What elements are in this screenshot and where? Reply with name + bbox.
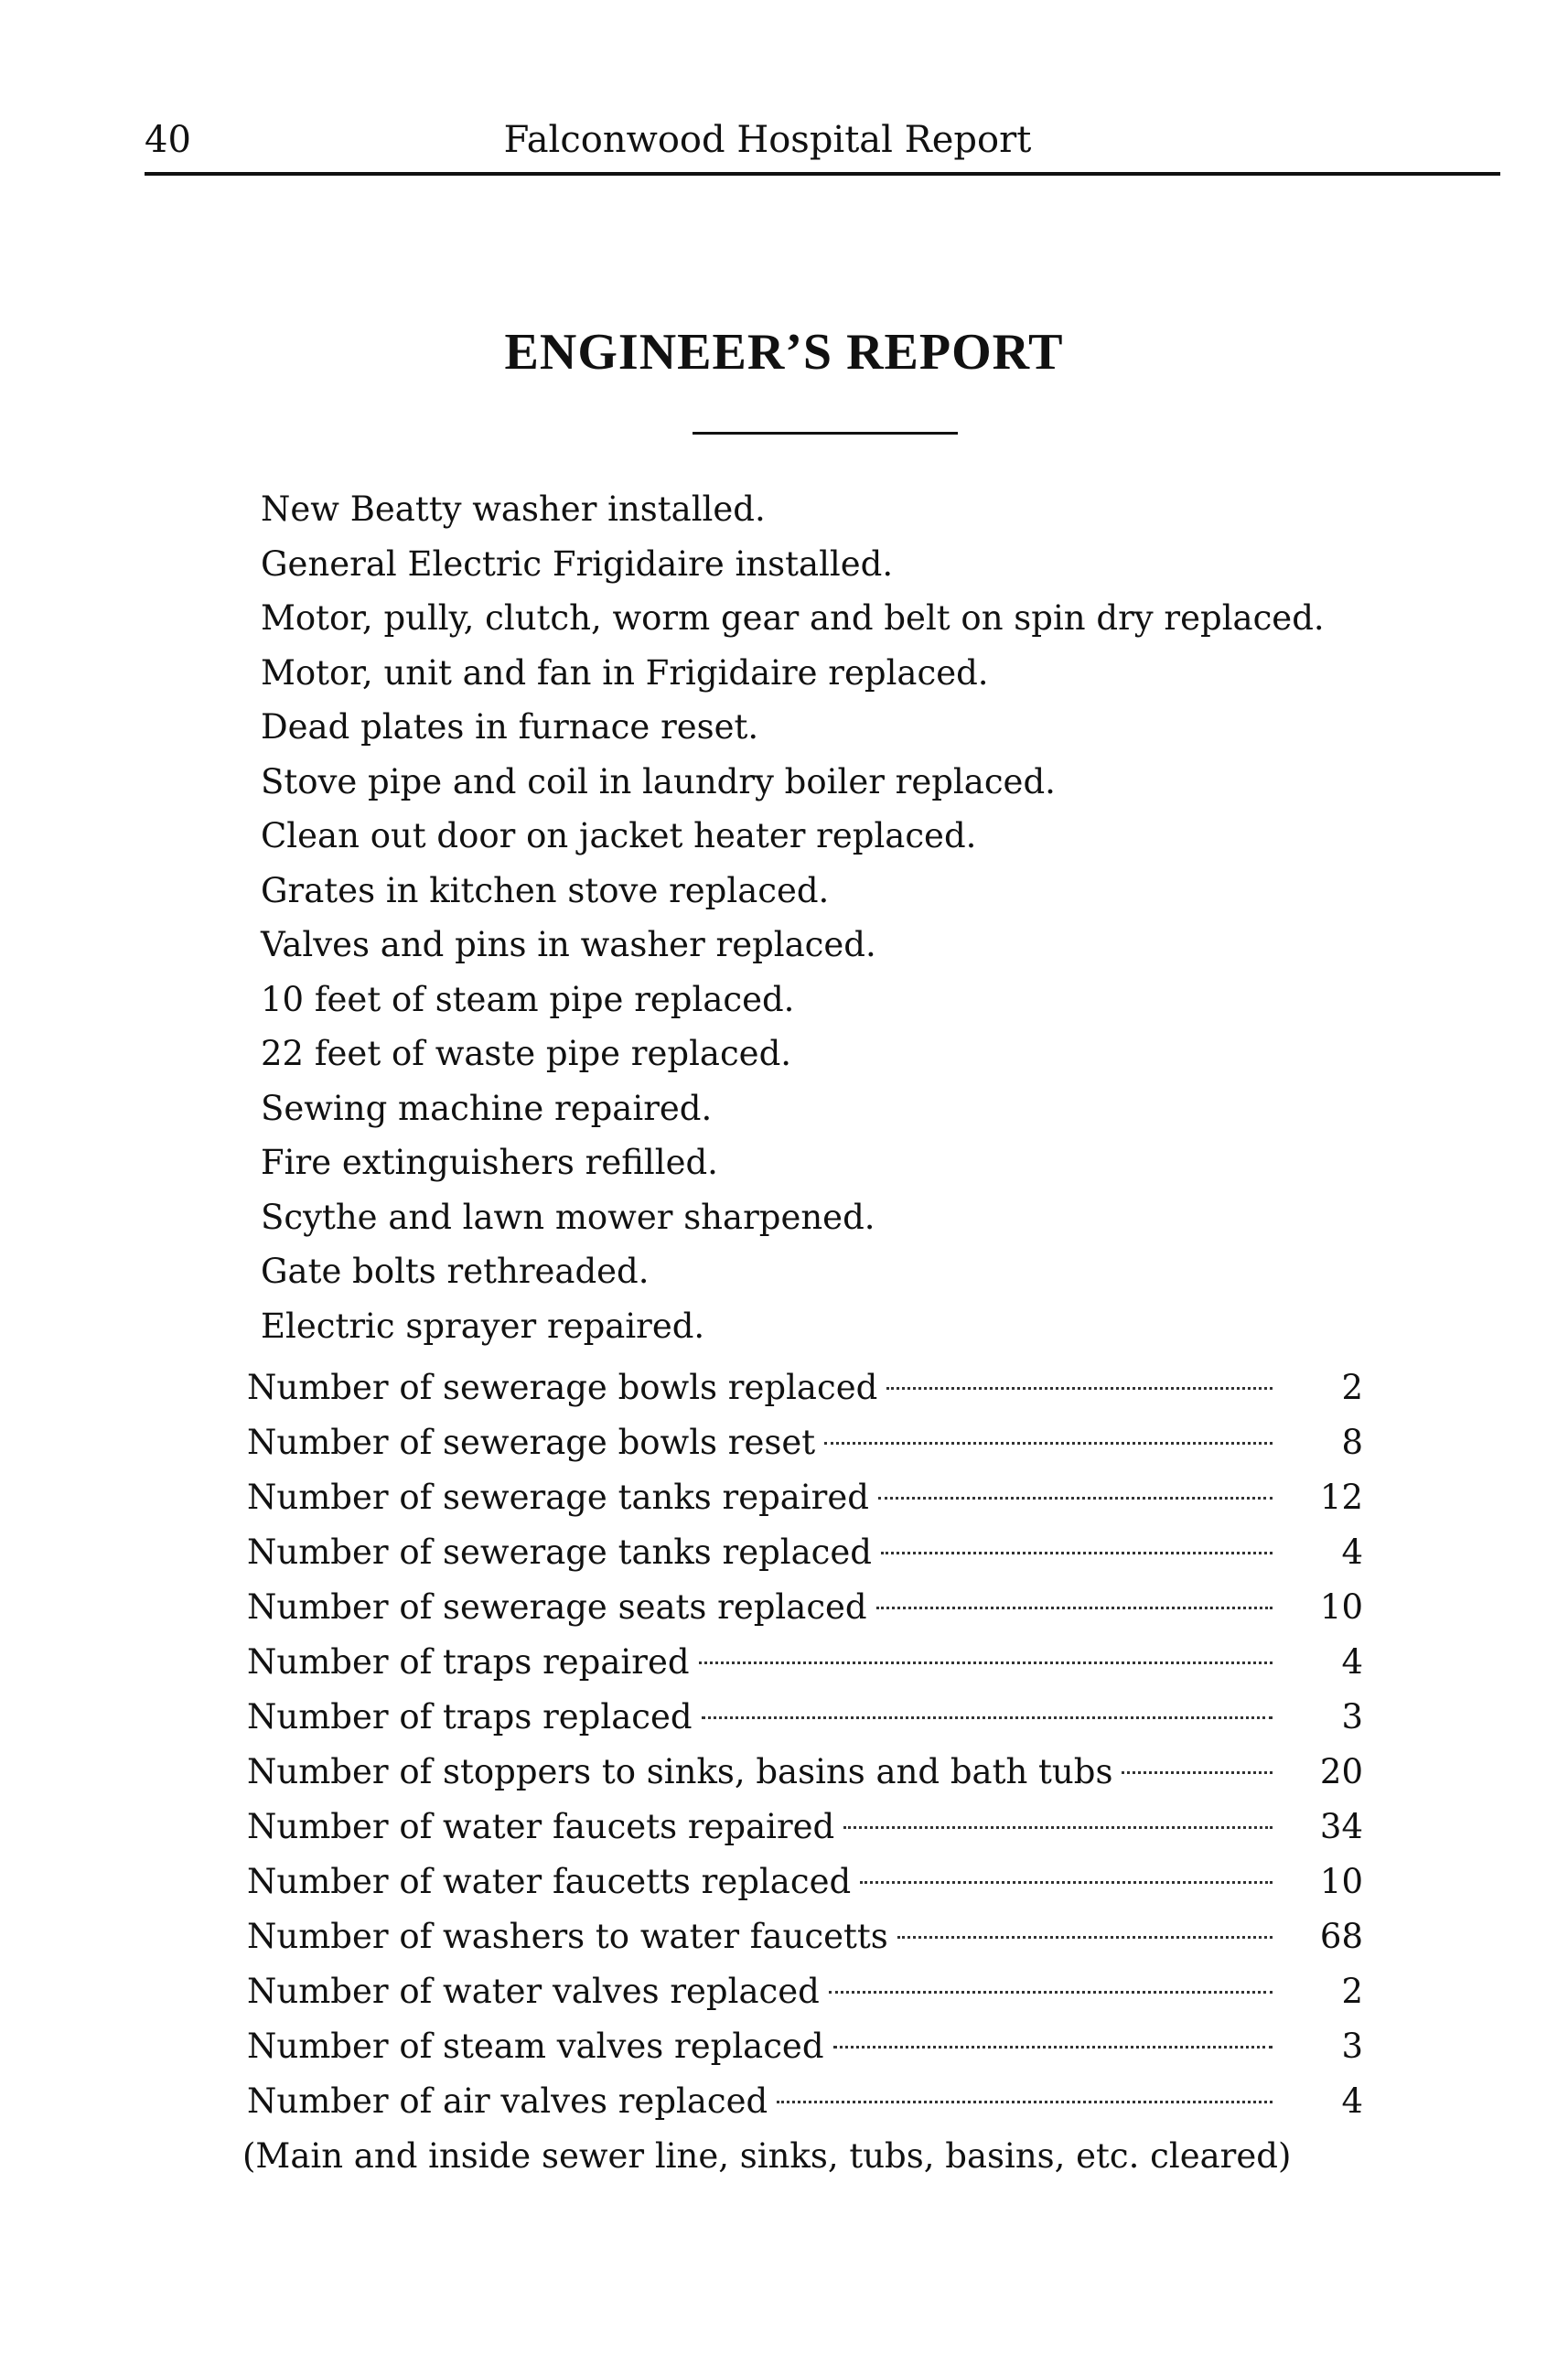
count-label: Number of sewerage tanks repaired: [247, 1478, 869, 1517]
dot-leader: [824, 1442, 1273, 1445]
count-value: 12: [1319, 1478, 1363, 1517]
closing-note: (Main and inside sewer line, sinks, tubs, basins, etc. cleared): [242, 2136, 1292, 2176]
report-title: ENGINEER’S REPORT: [504, 324, 1064, 381]
count-value: 8: [1341, 1423, 1363, 1462]
dot-leader: [829, 1991, 1273, 1994]
count-row: [247, 1635, 1363, 1690]
work-item: New Beatty washer installed.: [261, 489, 766, 529]
count-row: [247, 2019, 1363, 2074]
work-item: Fire extinguishers refilled.: [261, 1143, 718, 1182]
count-label: Number of sewerage tanks replaced: [247, 1532, 872, 1572]
count-row: [247, 1745, 1363, 1800]
running-header: [145, 117, 1500, 176]
work-item: Valves and pins in washer replaced.: [261, 925, 876, 964]
count-value: 34: [1319, 1807, 1363, 1846]
count-label: Number of water faucets repaired: [247, 1807, 835, 1846]
count-value: 10: [1319, 1862, 1363, 1901]
count-value: 20: [1319, 1752, 1363, 1791]
count-row: [247, 1525, 1363, 1580]
count-value: 3: [1341, 2027, 1363, 2066]
count-label: Number of traps replaced: [247, 1697, 693, 1737]
count-row: [247, 1690, 1363, 1745]
dot-leader: [860, 1881, 1273, 1884]
work-item: Sewing machine repaired.: [261, 1088, 713, 1128]
work-item: Scythe and lawn mower sharpened.: [261, 1197, 875, 1237]
count-label: Number of stoppers to sinks, basins and bath tubs: [247, 1752, 1113, 1791]
work-item: Clean out door on jacket heater replaced.: [261, 816, 977, 855]
work-item: Gate bolts rethreaded.: [261, 1252, 650, 1291]
work-item: 22 feet of waste pipe replaced.: [261, 1034, 792, 1073]
dot-leader: [1122, 1771, 1273, 1774]
dot-leader: [833, 2046, 1273, 2049]
count-label: Number of sewerage seats replaced: [247, 1587, 867, 1627]
count-value: 2: [1341, 1972, 1363, 2011]
work-item: Stove pipe and coil in laundry boiler replaced.: [261, 761, 1056, 801]
count-label: Number of steam valves replaced: [247, 2027, 824, 2066]
count-row: [247, 1360, 1363, 1415]
work-item: Grates in kitchen stove replaced.: [261, 870, 830, 910]
count-row: [247, 1580, 1363, 1635]
dot-leader: [881, 1552, 1273, 1554]
work-item: Motor, unit and fan in Frigidaire replaced.: [261, 652, 989, 693]
work-item: 10 feet of steam pipe replaced.: [261, 979, 795, 1019]
count-value: 4: [1341, 2081, 1363, 2121]
dot-leader: [777, 2101, 1273, 2103]
count-row: [247, 1855, 1363, 1909]
count-value: 4: [1341, 1532, 1363, 1572]
count-row: [247, 2074, 1363, 2129]
count-row: [247, 1415, 1363, 1470]
count-value: 68: [1319, 1917, 1363, 1956]
count-label: Number of sewerage bowls replaced: [247, 1368, 878, 1407]
work-item: Electric sprayer repaired.: [261, 1306, 705, 1346]
work-item: Dead plates in furnace reset.: [261, 707, 759, 747]
title-rule: [693, 432, 958, 435]
work-item: Motor, pully, clutch, worm gear and belt on spin dry replaced.: [261, 598, 1325, 638]
work-item: General Electric Frigidaire installed.: [261, 543, 894, 584]
dot-leader: [702, 1716, 1273, 1719]
count-row: [247, 1909, 1363, 1964]
dot-leader: [876, 1607, 1273, 1609]
count-value: 10: [1319, 1587, 1363, 1627]
count-label: Number of air valves replaced: [247, 2081, 768, 2121]
count-row: [247, 1470, 1363, 1525]
running-title: Falconwood Hospital Report: [503, 119, 1032, 161]
count-row: [247, 1964, 1363, 2019]
count-label: Number of water valves replaced: [247, 1972, 820, 2011]
dot-leader: [878, 1497, 1273, 1500]
count-label: Number of sewerage bowls reset: [247, 1423, 816, 1462]
counts-list: [247, 1360, 1363, 2129]
count-value: 3: [1341, 1697, 1363, 1737]
dot-leader: [886, 1387, 1273, 1390]
work-items-list: [261, 482, 1395, 1353]
page-number: 40: [145, 119, 191, 161]
dot-leader: [843, 1826, 1273, 1829]
dot-leader: [897, 1936, 1273, 1939]
count-label: Number of washers to water faucetts: [247, 1917, 888, 1956]
count-label: Number of traps repaired: [247, 1642, 690, 1682]
count-value: 4: [1341, 1642, 1363, 1682]
count-value: 2: [1341, 1368, 1363, 1407]
count-row: [247, 1800, 1363, 1855]
count-label: Number of water faucetts replaced: [247, 1862, 852, 1901]
dot-leader: [699, 1661, 1273, 1664]
